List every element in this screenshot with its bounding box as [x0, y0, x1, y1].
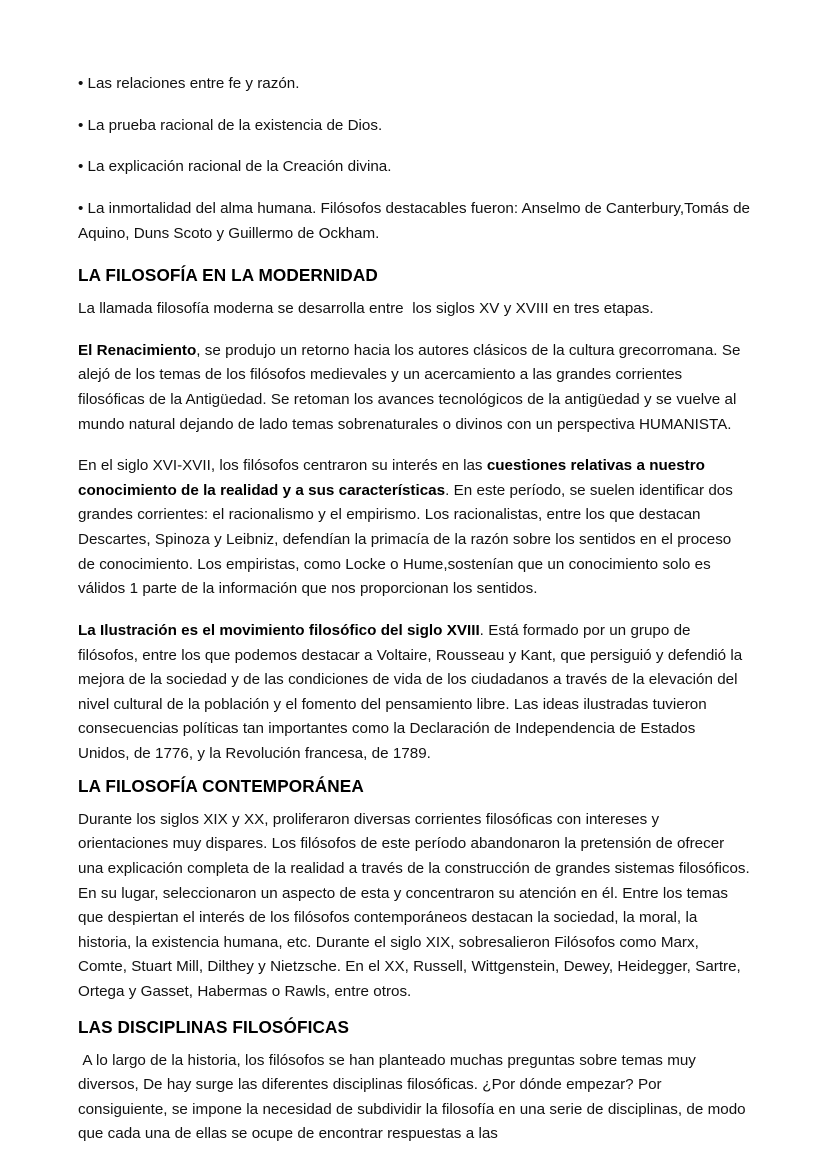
paragraph-contemporanea-body: Durante los siglos XIX y XX, proliferaron diversas corrientes filosóficas con intereses y orientaciones muy dispares. Los filósofos de este período abandonaron la pretensión de ofrecer una explicación completa de la realidad a través de la construcción de grandes sistemas filosóficos. En su lugar, seleccionaron un aspecto de esta y concentraron su atención en él. Entre los temas que despiertan el interés de los filósofos contemporáneos destacan la sociedad, la moral, la historia, la existencia humana, etc. Durante el siglo XIX, sobresalieron Filósofos como Marx, Comte, Stuart Mill, Dilthey y Nietzsche. En el XX, Russell, Wittgenstein, Dewey, Heidegger, Sartre, Ortega y Gasset, Habermas o Rawls, entre otros. — [78, 810, 755, 1000]
section-disciplinas — [78, 1015, 750, 1147]
bullet-item: • Las relaciones entre fe y razón. — [78, 75, 300, 92]
section-heading-contemporanea: LA FILOSOFÍA CONTEMPORÁNEA — [78, 775, 364, 796]
paragraph-renacimiento — [78, 339, 750, 438]
ilustracion-body-text: . Está formado por un grupo de filósofos, entre los que podemos destacar a Voltaire, Rousseau y Kant, que persiguió y defendió la mejora de la sociedad y de las condiciones de vida de los ciudadanos a través de la elevación del nivel cultural de la población y el fomento del pensamiento libre. Las ideas ilustradas tuvieron consecuencias políticas tan importantes como la Declaración de Independencia de Estados Unidos, de 1776, y la Revolución francesa, de 1789. — [78, 621, 747, 763]
paragraph-siglo-xvi-xvii — [78, 454, 750, 602]
ilustracion-lead-bold: La Ilustración es el movimiento filosófico del siglo XVIII — [78, 621, 480, 639]
section-heading-modernidad: LA FILOSOFÍA EN LA MODERNIDAD — [78, 265, 378, 286]
paragraph-disciplinas-body: A lo largo de la historia, los filósofos se han planteado muchas preguntas sobre temas muy diversos, De hay surge las diferentes disciplinas filosóficas. ¿Por dónde empezar? Por consiguiente, se impone la necesidad de subdividir la filosofía en una serie de disciplinas, de modo que cada una de ellas se ocupe de encontrar respuestas a las — [78, 1051, 750, 1143]
section-heading-disciplinas: LAS DISCIPLINAS FILOSÓFICAS — [78, 1016, 350, 1037]
section-modernidad — [78, 263, 750, 767]
section-contemporanea — [78, 774, 755, 1005]
document-body — [78, 72, 755, 1147]
siglo-emphasis-bold: cuestiones relativas a nuestro conocimiento de la realidad y a sus características — [78, 457, 710, 499]
bullet-item: • La inmortalidad del alma humana. Filósofos destacables fueron: Anselmo de Canterbury,Tomás de Aquino, Duns Scoto y Guillermo de Ockham. — [78, 199, 754, 242]
siglo-lead-text: En el siglo XVI-XVII, los filósofos centraron su interés en las — [78, 457, 487, 475]
siglo-body-text: . En este período, se suelen identificar dos grandes corrientes: el racionalismo y el empirismo. Los racionalistas, entre los que destacan Descartes, Spinoza y Leibniz, defendían la primacía de la razón sobre los sentidos en el proceso de conocimiento. Los empiristas, como Locke o Hume,sostenían que un conocimiento solo es válidos 1 parte de la información que nos proporcionan los sentidos. — [78, 481, 738, 598]
renacimiento-body-text: , se produjo un retorno hacia los autores clásicos de la cultura grecorromana. Se alejó de los temas de los filósofos medievales y un acercamiento a las grandes corrientes filosóficas de la Antigüedad. Se retoman los avances tecnológicos de la antigüedad y se vuelve al mundo natural dejando de lado temas sobrenaturales o divinos con un perspectiva HUMANISTA. — [78, 341, 745, 433]
renacimiento-lead-bold: El Renacimiento — [78, 341, 197, 359]
bullet-item: • La prueba racional de la existencia de Dios. — [78, 116, 383, 134]
paragraph-ilustracion — [78, 619, 750, 767]
paragraph-modernidad-intro: La llamada filosofía moderna se desarrolla entre los siglos XV y XVIII en tres etapas. — [78, 300, 654, 318]
bullet-item: • La explicación racional de la Creación divina. — [78, 158, 392, 176]
